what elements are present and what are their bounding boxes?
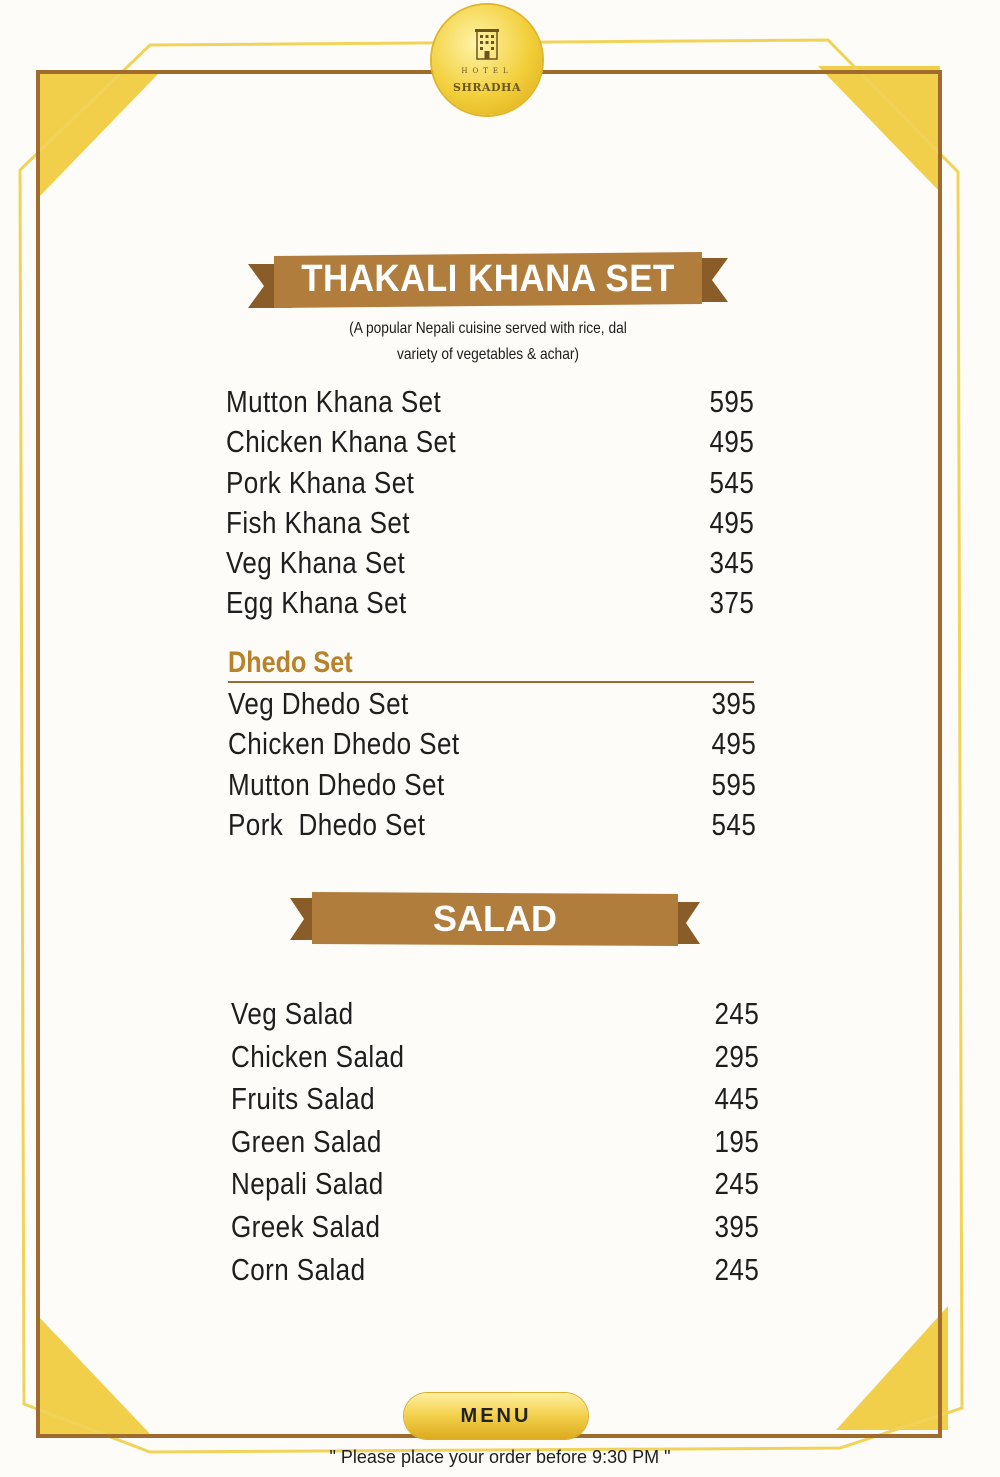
item-price: 595 bbox=[709, 384, 754, 419]
item-price: 395 bbox=[711, 686, 756, 721]
menu-item bbox=[226, 465, 754, 505]
logo-hotel-label: HOTEL bbox=[461, 67, 513, 75]
menu-item bbox=[228, 686, 756, 726]
thakali-description-line-1: (A popular Nepali cuisine served with rice, dal bbox=[349, 320, 627, 337]
menu-item bbox=[226, 424, 754, 464]
item-price: 545 bbox=[711, 806, 756, 842]
hotel-building-icon bbox=[474, 27, 500, 61]
item-price: 375 bbox=[709, 585, 754, 621]
item-price: 345 bbox=[709, 545, 754, 581]
item-name: Greek Salad bbox=[231, 1208, 381, 1244]
corner-triangle-bottom-left bbox=[40, 1318, 152, 1436]
thakali-item-list bbox=[226, 384, 754, 626]
item-price: 495 bbox=[709, 424, 754, 460]
menu-item bbox=[228, 726, 756, 766]
menu-item bbox=[226, 545, 754, 585]
item-name: Mutton Khana Set bbox=[226, 384, 442, 419]
item-name: Pork Dhedo Set bbox=[228, 806, 426, 842]
item-name: Chicken Dhedo Set bbox=[228, 726, 460, 762]
menu-item bbox=[231, 1252, 759, 1295]
item-price: 545 bbox=[709, 464, 754, 500]
item-name: Mutton Dhedo Set bbox=[228, 766, 445, 802]
corner-triangle-top-right bbox=[818, 66, 940, 192]
item-price: 295 bbox=[714, 1038, 759, 1074]
salad-item-list bbox=[231, 996, 759, 1294]
menu-badge: MENU bbox=[404, 1393, 588, 1439]
menu-item bbox=[226, 384, 754, 424]
menu-item bbox=[231, 1039, 759, 1082]
menu-item bbox=[231, 1166, 759, 1209]
item-price: 445 bbox=[714, 1081, 759, 1117]
thakali-description-line-2: variety of vegetables & achar) bbox=[396, 346, 580, 363]
item-name: Green Salad bbox=[231, 1123, 382, 1159]
menu-item bbox=[228, 767, 756, 807]
item-price: 195 bbox=[714, 1123, 759, 1159]
thakali-description bbox=[326, 316, 649, 368]
item-price: 245 bbox=[714, 996, 759, 1031]
order-time-note: " Please place your order before 9:30 PM " bbox=[329, 1447, 671, 1467]
menu-item bbox=[231, 1081, 759, 1124]
item-name: Veg Khana Set bbox=[226, 545, 406, 581]
item-price: 495 bbox=[711, 726, 756, 762]
thakali-section-title: THAKALI KHANA SET bbox=[301, 258, 675, 300]
hotel-logo bbox=[432, 5, 542, 115]
dhedo-section-title: Dhedo Set bbox=[228, 646, 353, 679]
item-name: Nepali Salad bbox=[231, 1166, 384, 1202]
item-price: 395 bbox=[714, 1208, 759, 1244]
item-name: Chicken Khana Set bbox=[226, 424, 457, 460]
salad-section-banner bbox=[290, 890, 700, 950]
item-name: Chicken Salad bbox=[231, 1038, 405, 1074]
dhedo-divider bbox=[228, 681, 754, 683]
item-name: Egg Khana Set bbox=[226, 585, 407, 621]
item-name: Pork Khana Set bbox=[226, 464, 415, 500]
dhedo-item-list bbox=[228, 686, 756, 847]
item-name: Fruits Salad bbox=[231, 1081, 375, 1117]
item-price: 245 bbox=[714, 1251, 759, 1287]
item-price: 495 bbox=[709, 504, 754, 540]
menu-item bbox=[231, 996, 759, 1039]
item-price: 595 bbox=[711, 766, 756, 802]
item-name: Veg Salad bbox=[231, 996, 354, 1031]
menu-item bbox=[231, 1124, 759, 1167]
menu-item bbox=[226, 505, 754, 545]
corner-triangle-bottom-right bbox=[836, 1306, 948, 1430]
item-name: Veg Dhedo Set bbox=[228, 686, 409, 721]
logo-hotel-name: SHRADHA bbox=[453, 81, 521, 94]
item-name: Fish Khana Set bbox=[226, 504, 410, 540]
menu-item bbox=[231, 1209, 759, 1252]
thakali-section-banner bbox=[248, 250, 728, 312]
salad-section-title: SALAD bbox=[433, 898, 557, 939]
menu-item bbox=[226, 585, 754, 625]
menu-item bbox=[228, 807, 756, 847]
item-price: 245 bbox=[714, 1166, 759, 1202]
item-name: Corn Salad bbox=[231, 1251, 366, 1287]
